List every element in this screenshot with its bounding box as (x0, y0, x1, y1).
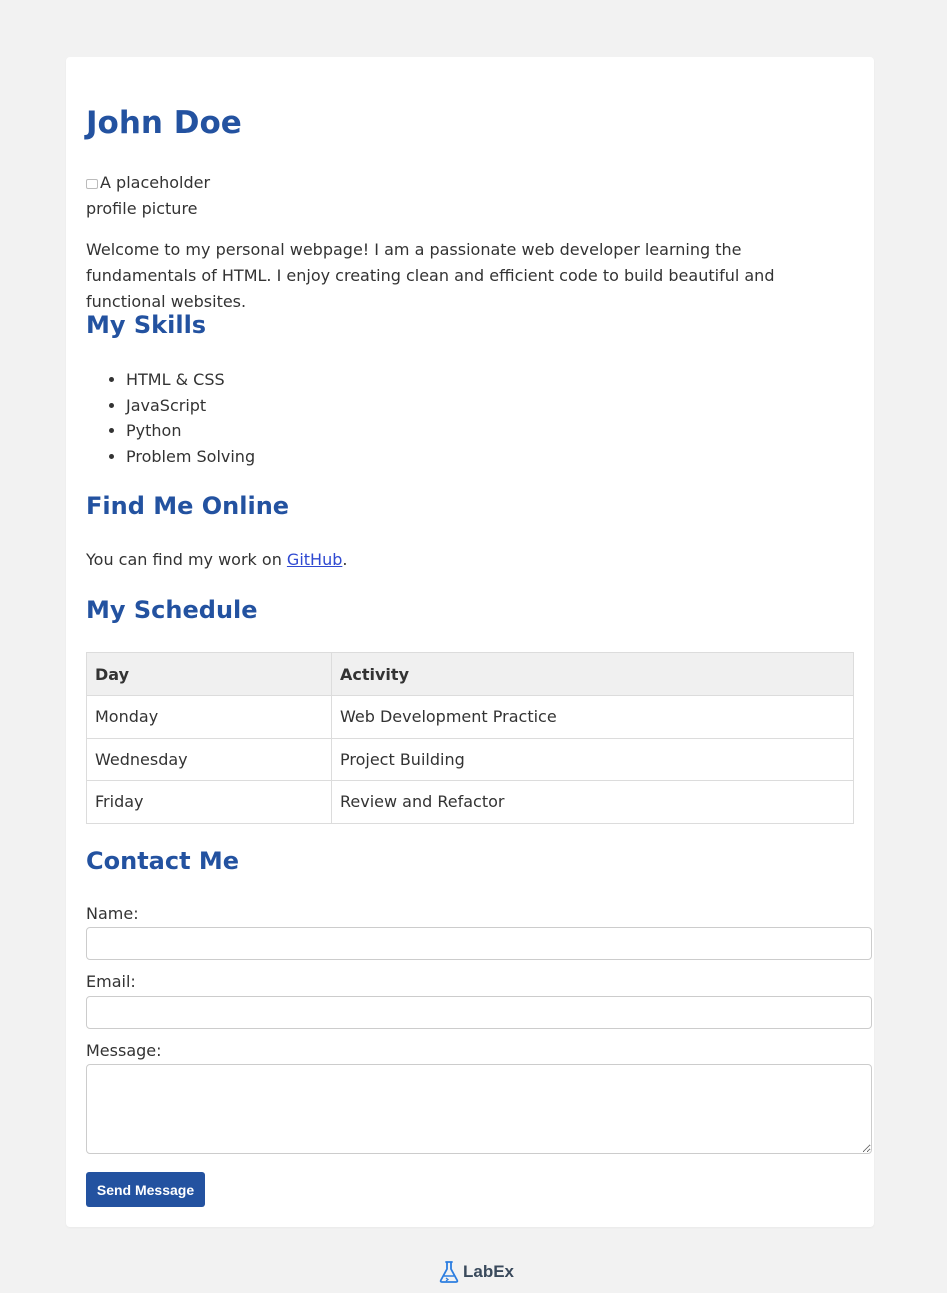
message-textarea[interactable] (86, 1064, 872, 1154)
table-row (87, 738, 854, 781)
skills-list (86, 367, 255, 469)
name-label: Name: (86, 904, 139, 923)
list-item: • Python (126, 418, 255, 444)
online-text-end: . (342, 550, 348, 569)
table-cell: Web Development Practice (332, 696, 854, 739)
list-item: • JavaScript (126, 393, 255, 419)
table-row (87, 781, 854, 824)
github-link[interactable]: GitHub (286, 550, 343, 569)
intro-paragraph: Welcome to my personal webpage! I am a passionate web developer learning the fundamentals of HTML. I enjoy creating clean and efficient code to build beautiful and functional websites. (86, 240, 775, 311)
name-input[interactable] (86, 927, 872, 960)
table-cell: Friday (87, 781, 332, 824)
schedule-heading: My Schedule (86, 596, 258, 624)
online-text: You can find my work on (86, 550, 287, 569)
column-header-activity: Activity (332, 653, 854, 696)
send-message-button[interactable]: Send Message (86, 1172, 205, 1207)
table-cell: Monday (87, 696, 332, 739)
table-cell: Wednesday (87, 738, 332, 781)
footer-brand: LabEx (463, 1262, 515, 1281)
online-heading: Find Me Online (86, 492, 290, 520)
profile-picture (86, 170, 226, 222)
column-header-day: Day (87, 653, 332, 696)
schedule-table (86, 652, 854, 824)
online-paragraph (86, 547, 347, 573)
table-row (87, 696, 854, 739)
footer-logo[interactable] (438, 1260, 514, 1284)
list-item: • HTML & CSS (126, 367, 255, 393)
table-header-row (87, 653, 854, 696)
page-title: John Doe (86, 105, 242, 141)
message-label: Message: (86, 1041, 162, 1060)
page-card (66, 57, 874, 1227)
skills-heading: My Skills (86, 311, 207, 339)
table-cell: Review and Refactor (332, 781, 854, 824)
broken-image-icon (86, 179, 98, 189)
email-label: Email: (86, 972, 136, 991)
email-input[interactable] (86, 996, 872, 1029)
list-item: • Problem Solving (126, 444, 255, 470)
contact-heading: Contact Me (86, 847, 240, 875)
flask-icon (438, 1260, 460, 1284)
profile-picture-alt-text: A placeholder profile picture (86, 173, 211, 218)
table-cell: Project Building (332, 738, 854, 781)
